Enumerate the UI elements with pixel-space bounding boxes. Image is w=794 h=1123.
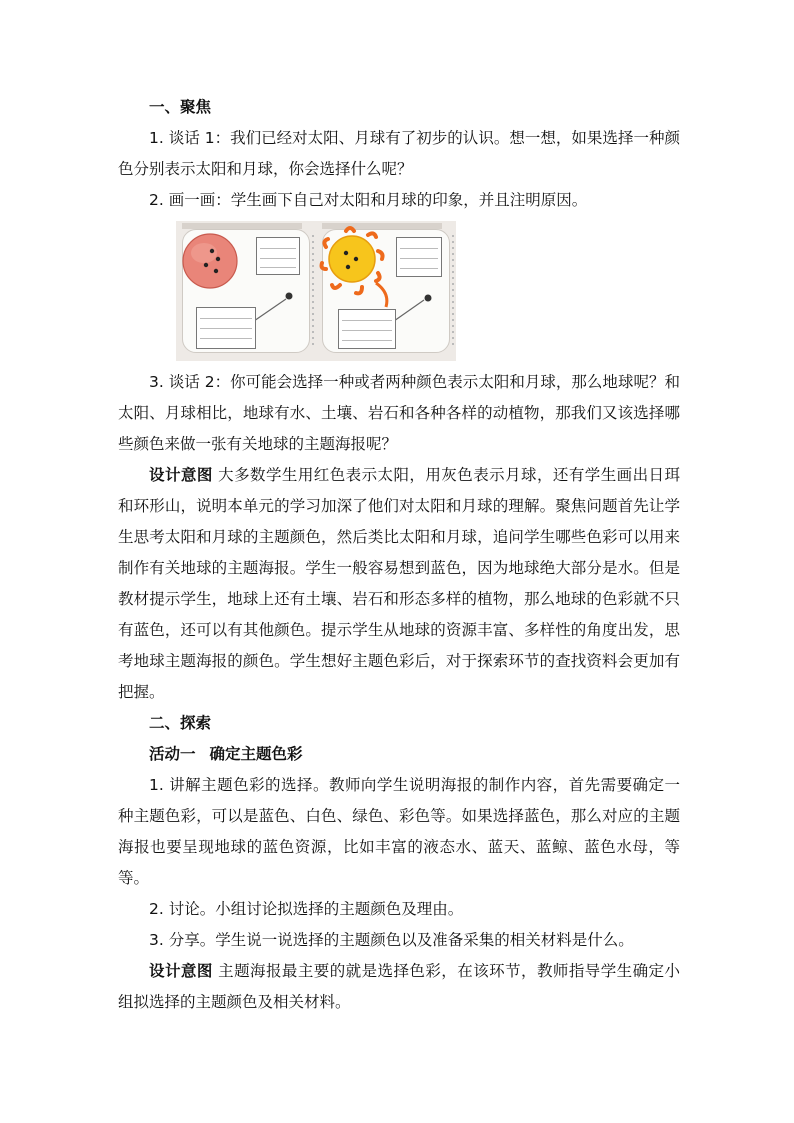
design-intent-text: 主题海报最主要的就是选择色彩，在该环节，教师指导学生确定小组拟选择的主题颜色及相关材料。 xyxy=(118,962,680,1011)
reason-box-top xyxy=(396,237,442,277)
document-body xyxy=(118,92,680,1018)
activity-label: 活动一 xyxy=(149,745,196,763)
paragraph-talk-1: 1. 谈话 1：我们已经对太阳、月球有了初步的认识。想一想，如果选择一种颜色分别表示太阳和月球，你会选择什么呢？ xyxy=(118,129,680,178)
paragraph-discuss: 2. 讨论。小组讨论拟选择的主题颜色及理由。 xyxy=(149,900,464,918)
reason-box-bottom xyxy=(338,309,396,349)
activity-heading xyxy=(118,739,680,770)
paragraph-explain-color: 1. 讲解主题色彩的选择。教师向学生说明海报的制作内容，首先需要确定一种主题色彩，可以是蓝色、白色、绿色、彩色等。如果选择蓝色，那么对应的主题海报也要呈现地球的蓝色资源，比如丰富的液态水、蓝天、蓝鲸、蓝色水母，等等。 xyxy=(118,776,680,887)
design-intent-label: 设计意图 xyxy=(149,962,213,980)
design-intent-label: 设计意图 xyxy=(149,466,213,484)
student-drawings-figure xyxy=(176,221,456,361)
reason-box-bottom xyxy=(196,307,256,349)
section-heading-explore: 二、探索 xyxy=(149,714,212,732)
design-intent-text: 大多数学生用红色表示太阳，用灰色表示月球，还有学生画出日珥和环形山，说明本单元的学习加深了他们对太阳和月球的理解。聚焦问题首先让学生思考太阳和月球的主题颜色，然后类比太阳和月球，追问学生哪些色彩可以用来制作有关地球的主题海报。学生一般容易想到蓝色，因为地球绝大部分是水。但是教材提示学生，地球上还有土壤、岩石和形态多样的植物，那么地球的色彩就不只有蓝色，还可以有其他颜色。提示学生从地球的资源丰富、多样性的角度出发，思考地球主题海报的颜色。学生想好主题色彩后，对于探索环节的查找资料会更加有把握。 xyxy=(118,466,680,701)
paragraph-draw: 2. 画一画：学生画下自己对太阳和月球的印象，并且注明原因。 xyxy=(149,191,588,209)
paragraph-design-intent-2 xyxy=(118,956,680,1018)
paragraph-share: 3. 分享。学生说一说选择的主题颜色以及准备采集的相关材料是什么。 xyxy=(149,931,634,949)
section-heading-focus: 一、聚焦 xyxy=(149,98,212,116)
paragraph-design-intent-1 xyxy=(118,460,680,708)
student-drawing-yellow-sun xyxy=(316,221,456,361)
paragraph-talk-2: 3. 谈话 2：你可能会选择一种或者两种颜色表示太阳和月球，那么地球呢？和太阳、月球相比，地球有水、土壤、岩石和各种各样的动植物，那我们又该选择哪些颜色来做一张有关地球的主题海报呢？ xyxy=(118,373,680,453)
activity-title: 确定主题色彩 xyxy=(209,745,303,763)
reason-box-top xyxy=(256,237,300,275)
student-drawing-red-sun xyxy=(176,221,316,361)
